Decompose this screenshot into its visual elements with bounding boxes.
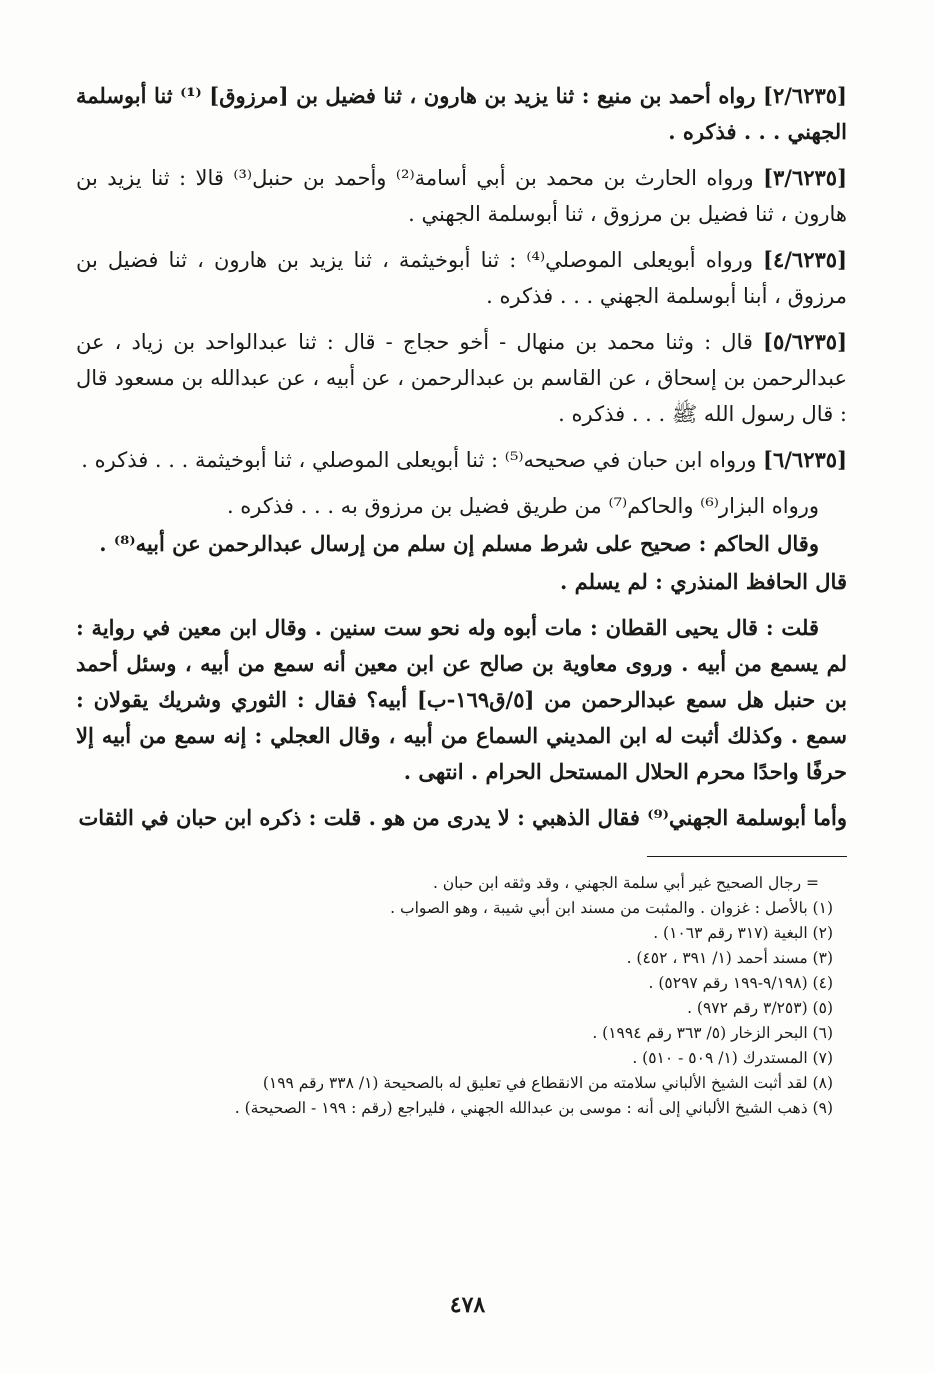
hakim-line: وقال الحاكم : صحيح على شرط مسلم إن سلم من إرسال عبدالرحمن عن أبيه⁽⁸⁾ . bbox=[99, 531, 819, 556]
footnote-3: (٣) مسند أحمد (١/ ٣٩١ ، ٤٥٢) . bbox=[626, 949, 833, 967]
footnote-1: (١) بالأصل : غزوان . والمثبت من مسند ابن أبي شيبة ، وهو الصواب . bbox=[390, 899, 833, 917]
footnote-4: (٤) (٩/١٩٨-١٩٩ رقم ٥٢٩٧) . bbox=[648, 974, 833, 992]
narration-text: ورواه ابن حبان في صحيحه⁽⁵⁾ : ثنا أبويعلى الموصلي ، ثنا أبوخيثمة . . . فذكره . bbox=[81, 448, 764, 472]
footnote-2: (٢) البغية (٣١٧ رقم ١٠٦٣) . bbox=[653, 924, 833, 942]
footnote-divider bbox=[647, 856, 847, 857]
narration-paragraph-5 bbox=[76, 324, 847, 432]
narration-text: رواه أحمد بن منيع : ثنا يزيد بن هارون ، ثنا فضيل بن [مرزوق] ⁽¹⁾ ثنا أبوسلمة الجهني . . . فذكره . bbox=[76, 83, 847, 144]
narration-paragraph-4 bbox=[76, 242, 847, 314]
narration-text: ورواه الحارث بن محمد بن أبي أسامة⁽²⁾ وأحمد بن حنبل⁽³⁾ قالا : ثنا يزيد بن هارون ، ثنا فضيل بن مرزوق ، ثنا أبوسلمة الجهني . bbox=[76, 166, 847, 226]
narration-paragraph-3 bbox=[76, 160, 847, 232]
footnote-continuation: = رجال الصحيح غير أبي سلمة الجهني ، وقد وثقه ابن حبان . bbox=[432, 874, 819, 892]
footnote-6: (٦) البحر الزخار (٥/ ٣٦٣ رقم ١٩٩٤) . bbox=[592, 1024, 833, 1042]
hadith-reference: [٦/٦٢٣٥] bbox=[763, 447, 847, 472]
footnotes bbox=[76, 871, 847, 1121]
mundhiri-line: قال الحافظ المنذري : لم يسلم . bbox=[560, 569, 847, 594]
abu-salama-line: وأما أبوسلمة الجهني⁽⁹⁾ فقال الذهبي : لا يدرى من هو . قلت : ذكره ابن حبان في الثقات bbox=[78, 805, 847, 830]
footnote-8: (٨) لقد أثبت الشيخ الألباني سلامته من الانقطاع في تعليق له بالصحيحة (١/ ٣٣٨ رقم ١٩٩) bbox=[262, 1074, 833, 1092]
narration-paragraph-2 bbox=[76, 78, 847, 150]
hadith-reference: [٣/٦٢٣٥] bbox=[763, 165, 848, 190]
page-number: ٤٧٨ bbox=[449, 1292, 486, 1318]
hadith-reference: [٤/٦٢٣٥] bbox=[763, 247, 847, 272]
footnote-9: (٩) ذهب الشيخ الألباني إلى أنه : موسى بن عبدالله الجهني ، فليراجع (رقم : ١٩٩ - الصحيحة) . bbox=[234, 1099, 833, 1117]
footnote-7: (٧) المستدرك (١/ ٥٠٩ - ٥١٠) . bbox=[632, 1049, 833, 1067]
hadith-reference: [٥/٦٢٣٥] bbox=[763, 329, 847, 354]
narration-paragraph-6 bbox=[76, 442, 847, 478]
narration-text: ورواه أبويعلى الموصلي⁽⁴⁾ : ثنا أبوخيثمة ، ثنا يزيد بن هارون ، ثنا فضيل بن مرزوق ، أبنا أبوسلمة الجهني . . . فذكره . bbox=[76, 248, 847, 308]
commentary-paragraph: قلت : قال يحيى القطان : مات أبوه وله نحو ست سنين . وقال ابن معين في رواية : لم يسمع من أبيه . وروى معاوية بن صالح عن ابن معين أنه سمع من أبيه ، وسئل أحمد بن حنبل هل سمع عبدالرحمن من [٥/ق١٦٩-ب] أبيه؟ فقال : الثوري وشريك يقولان : سمع . وكذلك أثبت له ابن المديني السماع من أبيه ، وقال العجلي : إنه سمع من أبيه إلا حرفًا واحدًا محرم الحلال المستحل الحرام . انتهى . bbox=[76, 615, 847, 784]
hadith-reference: [٢/٦٢٣٥] bbox=[763, 83, 847, 108]
footnote-5: (٥) (٣/٢٥٣ رقم ٩٧٢) . bbox=[687, 999, 833, 1017]
bazzar-line: ورواه البزار⁽⁶⁾ والحاكم⁽⁷⁾ من طريق فضيل بن مرزوق به . . . فذكره . bbox=[226, 494, 819, 518]
narration-text: قال : وثنا محمد بن منهال - أخو حجاج - قال : ثنا عبدالواحد بن زياد ، عن عبدالرحمن بن إسحاق ، عن القاسم بن عبدالرحمن ، عن أبيه ، عن عبدالله بن مسعود قال : قال رسول الله ﷺ . . . فذكره . bbox=[76, 330, 847, 426]
